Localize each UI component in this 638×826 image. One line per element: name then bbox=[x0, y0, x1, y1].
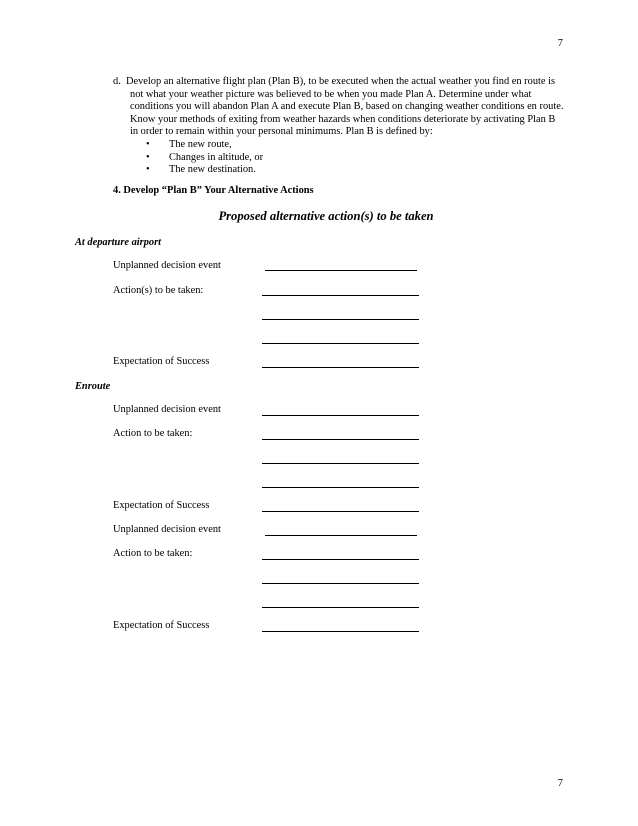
enroute-expectation-label-2: Expectation of Success bbox=[113, 620, 210, 631]
enroute-action-blank-2b[interactable] bbox=[262, 583, 419, 584]
departure-heading: At departure airport bbox=[75, 237, 162, 248]
departure-actions-blank-3[interactable] bbox=[262, 343, 419, 344]
enroute-heading: Enroute bbox=[75, 381, 111, 392]
enroute-expectation-blank-1[interactable] bbox=[262, 511, 419, 512]
item-d-marker: d. bbox=[113, 76, 121, 87]
departure-actions-blank-1[interactable] bbox=[262, 295, 419, 296]
bullet-icon: • bbox=[146, 151, 150, 163]
enroute-unplanned-blank-2[interactable] bbox=[265, 535, 417, 536]
enroute-action-blank-1a[interactable] bbox=[262, 439, 419, 440]
bullet-text: Changes in altitude, or bbox=[169, 151, 264, 163]
list-item bbox=[113, 152, 565, 165]
page-number-top: 7 bbox=[557, 38, 563, 49]
departure-actions-label: Action(s) to be taken: bbox=[113, 285, 204, 296]
enroute-unplanned-label-2: Unplanned decision event bbox=[113, 524, 221, 535]
departure-unplanned-label: Unplanned decision event bbox=[113, 260, 221, 271]
enroute-action-blank-1c[interactable] bbox=[262, 487, 419, 488]
enroute-action-label-1: Action to be taken: bbox=[113, 428, 193, 439]
enroute-action-label-2: Action to be taken: bbox=[113, 548, 193, 559]
departure-actions-blank-2[interactable] bbox=[262, 319, 419, 320]
list-item bbox=[113, 164, 565, 177]
item-d-paragraph bbox=[113, 76, 565, 177]
enroute-action-blank-1b[interactable] bbox=[262, 463, 419, 464]
bullet-text: The new route, bbox=[169, 138, 232, 150]
bullet-icon: • bbox=[146, 164, 150, 176]
departure-expectation-blank[interactable] bbox=[262, 367, 419, 368]
departure-unplanned-blank[interactable] bbox=[265, 270, 417, 271]
plan-b-bullet-list bbox=[113, 139, 565, 177]
enroute-unplanned-label-1: Unplanned decision event bbox=[113, 404, 221, 415]
item-d-body: Develop an alternative flight plan (Plan B), to be executed when the actual weather you find en route is not what your weather picture was believed to be when you made Plan A. Determine under what conditions you will abandon Plan A and execute Plan B, based on changing weather conditions en route. Know your methods of exiting from weather hazards when conditions deteriorate by activating Plan B in order to remain within your personal minimums. Plan B is defined by: bbox=[126, 76, 564, 138]
list-item bbox=[113, 139, 565, 152]
enroute-unplanned-blank-1[interactable] bbox=[262, 415, 419, 416]
page-title bbox=[0, 210, 638, 223]
item-d-text bbox=[113, 76, 565, 139]
page-title-text: Proposed alternative action(s) to be taken bbox=[218, 209, 434, 223]
enroute-expectation-label-1: Expectation of Success bbox=[113, 500, 210, 511]
bullet-text: The new destination. bbox=[169, 164, 256, 176]
bullet-icon: • bbox=[146, 138, 150, 150]
section-4-heading: 4. Develop “Plan B” Your Alternative Actions bbox=[113, 185, 314, 196]
enroute-action-blank-2a[interactable] bbox=[262, 559, 419, 560]
page-number-bottom: 7 bbox=[557, 778, 563, 789]
enroute-action-blank-2c[interactable] bbox=[262, 607, 419, 608]
enroute-expectation-blank-2[interactable] bbox=[262, 631, 419, 632]
departure-expectation-label: Expectation of Success bbox=[113, 356, 210, 367]
